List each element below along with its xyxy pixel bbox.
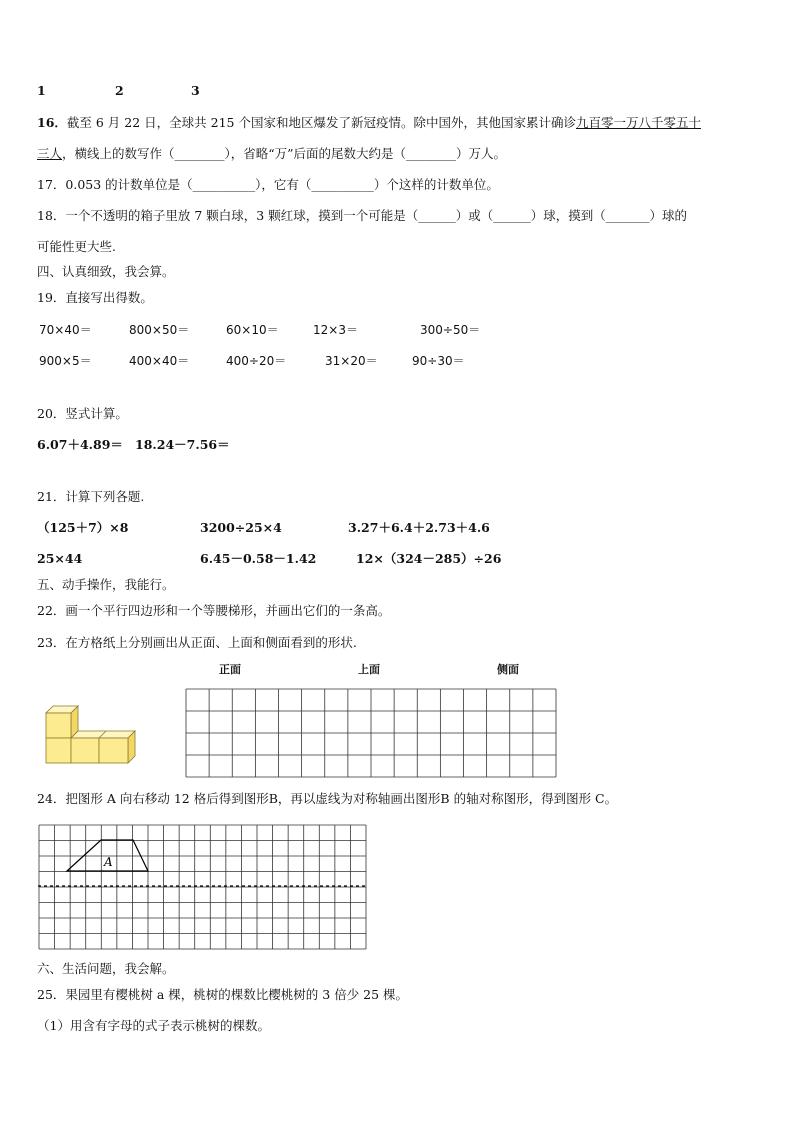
q25-sub1: （1）用含有字母的式子表示桃树的棵数。 <box>37 1018 270 1033</box>
q19-title: 19．直接写出得数。 <box>37 290 153 305</box>
q20-item-1: 6.07＋4.89＝ <box>37 437 123 452</box>
q20-item-2: 18.24－7.56＝ <box>135 437 230 452</box>
q19-r2-c5: 90÷30＝ <box>412 354 465 368</box>
q23-label-front: 正面 <box>219 663 241 676</box>
section-5-heading: 五、动手操作，我能行。 <box>37 577 175 592</box>
q16-underlined-number: 九百零一万八千零五十 <box>575 115 701 130</box>
q21-r2-c1: 25×44 <box>37 551 83 566</box>
section-4-heading: 四、认真细致，我会算。 <box>37 264 175 279</box>
q20-title: 20．竖式计算。 <box>37 406 128 421</box>
q21-r1-c2: 3200÷25×4 <box>200 520 282 535</box>
q23-label-top: 上面 <box>358 663 380 676</box>
q16-line1 <box>37 117 701 130</box>
q19-r2-c3: 400÷20＝ <box>226 354 287 368</box>
q22-text: 22．画一个平行四边形和一个等腰梯形，并画出它们的一条高。 <box>37 603 391 618</box>
q19-r2-c2: 400×40＝ <box>129 354 190 368</box>
q24-text: 24．把图形 A 向右移动 12 格后得到图形B，再以虚线为对称轴画出图形B 的轴对称图形，得到图形 C。 <box>37 791 618 806</box>
top-number-1: 1 <box>37 83 46 98</box>
q18-line2: 可能性更大些. <box>37 239 116 254</box>
top-number-2: 2 <box>115 83 124 98</box>
q23-cubes-figure <box>40 700 140 775</box>
q19-r2-c4: 31×20＝ <box>325 354 378 368</box>
q23-grid-paper <box>185 688 557 778</box>
q18-line1: 18．一个不透明的箱子里放 7 颗白球，3 颗红球，摸到一个可能是（______）或（______）球，摸到（_______）球的 <box>37 208 687 223</box>
q23-text: 23．在方格纸上分别画出从正面、上面和侧面看到的形状. <box>37 635 357 650</box>
q24-grid-paper <box>38 824 368 950</box>
q21-r1-c3: 3.27＋6.4＋2.73＋4.6 <box>348 520 490 535</box>
q16-text-pre: 截至 6 月 22 日，全球共 215 个国家和地区爆发了新冠疫情。除中国外，其他国家累计确诊 <box>66 115 576 130</box>
q19-r1-c1: 70×40＝ <box>39 323 92 337</box>
section-6-heading: 六、生活问题，我会解。 <box>37 961 175 976</box>
q21-r2-c2: 6.45－0.58－1.42 <box>200 551 317 566</box>
top-number-3: 3 <box>191 83 200 98</box>
q19-r1-c3: 60×10＝ <box>226 323 279 337</box>
q17-text: 17．0.053 的计数单位是（__________），它有（__________）个这样的计数单位。 <box>37 177 499 192</box>
q16-number: 16． <box>37 115 67 130</box>
q16-line2 <box>37 148 506 161</box>
q19-r1-c5: 300÷50＝ <box>420 323 481 337</box>
q19-r2-c1: 900×5＝ <box>39 354 92 368</box>
q16-text-post: ，横线上的数写作（________），省略“万”后面的尾数大约是（________）万人。 <box>62 146 507 161</box>
q25-text: 25．果园里有樱桃树 a 棵，桃树的棵数比樱桃树的 3 倍少 25 棵。 <box>37 987 409 1002</box>
q16-underlined-end: 三人 <box>37 146 63 161</box>
q21-r1-c1: （125＋7）×8 <box>37 520 129 535</box>
q19-r1-c2: 800×50＝ <box>129 323 190 337</box>
q21-r2-c3: 12×（324－285）÷26 <box>356 551 502 566</box>
q24-shape-a-label: A <box>104 855 113 869</box>
q19-r1-c4: 12×3＝ <box>313 323 358 337</box>
q23-label-side: 侧面 <box>497 663 519 676</box>
q21-title: 21．计算下列各题. <box>37 489 145 504</box>
